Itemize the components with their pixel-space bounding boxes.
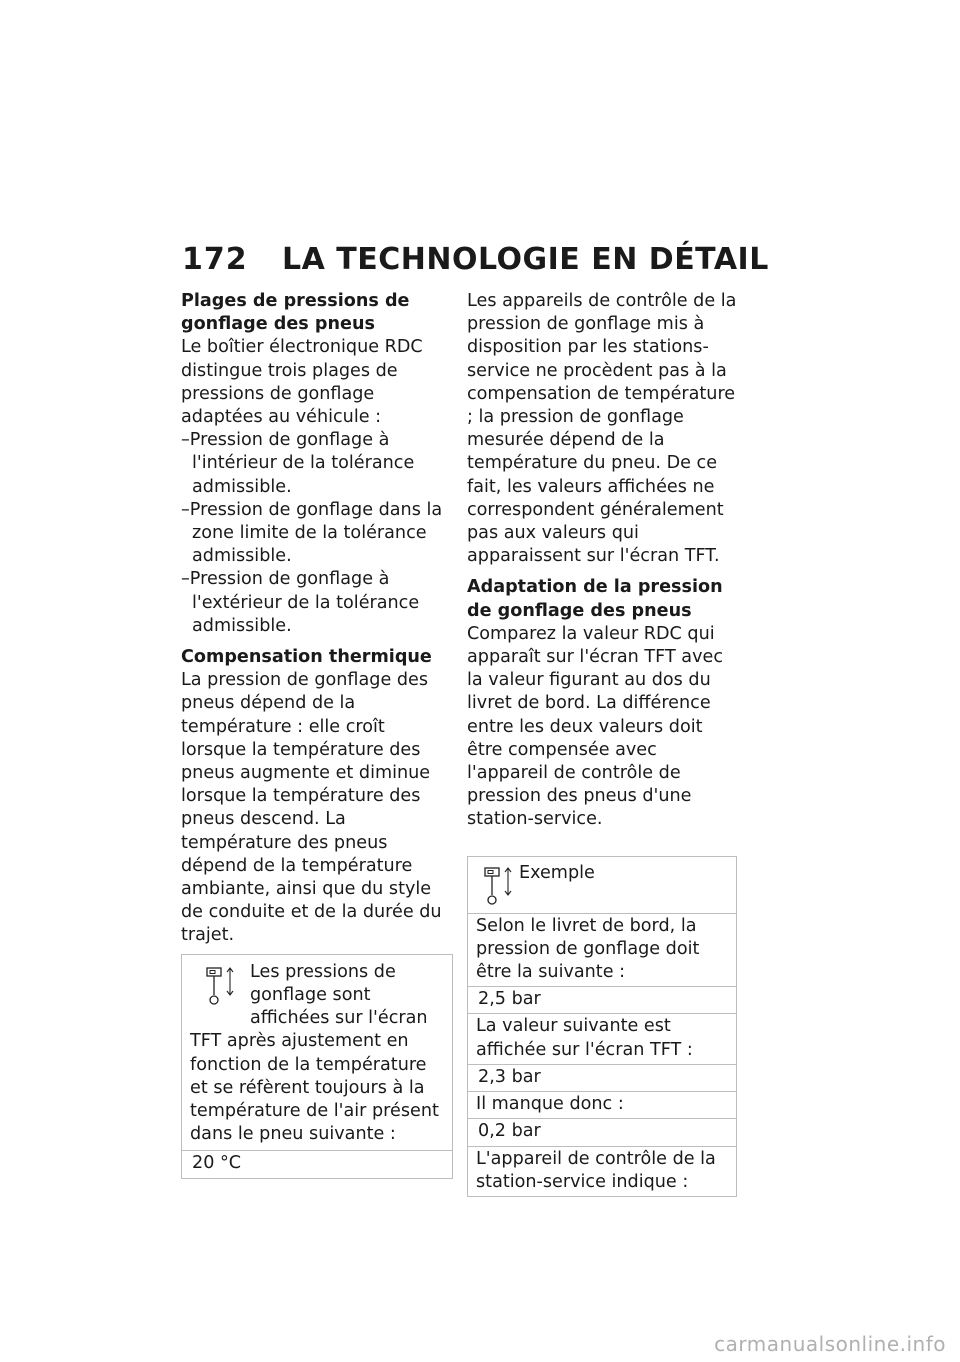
note-box — [181, 954, 453, 1179]
chapter-title: LA TECHNOLOGIE EN DÉTAIL — [282, 242, 769, 277]
example-label: Exemple — [519, 862, 595, 883]
pressure-range-list — [181, 429, 453, 638]
section-title-pressure-adjustment: Adaptation de la pression de gonflage des pneus — [467, 577, 723, 621]
section-title-pressure-ranges: Plages de pressions de gonflage des pneus — [181, 291, 410, 335]
example-row: Il manque donc : — [468, 1091, 736, 1118]
example-box — [467, 856, 737, 1197]
section-body-pressure-ranges: Le boîtier électronique RDC distingue trois plages de pressions de gonflage adaptées au véhicule : — [181, 337, 423, 428]
list-item: – Pression de gonflage à l'intérieur de la tolérance admissible. — [181, 429, 453, 499]
left-column — [181, 290, 453, 1179]
example-header — [468, 857, 736, 913]
intro-paragraph: Les appareils de contrôle de la pression de gonflage mis à disposition par les stations-service ne procèdent pas à la compensation de température ; la pression de gonflage mesurée dépend de la température du pneu. De ce fait, les valeurs affichées ne correspondent généralement pas aux valeurs qui apparaissent sur l'écran TFT. — [467, 291, 737, 567]
example-row: 2,3 bar — [468, 1064, 736, 1091]
note-box-text-cell — [182, 955, 452, 1151]
section-body-pressure-adjustment: Comparez la valeur RDC qui apparaît sur l'écran TFT avec la valeur figurant au dos du livret de bord. La différence entre les deux valeurs doit être compensée avec l'appareil de contrôle de pression des pneus d'une station-service. — [467, 623, 724, 830]
tire-pressure-gauge-icon — [204, 965, 244, 1009]
watermark: carmanualsonline.info — [714, 1332, 946, 1356]
example-row: Selon le livret de bord, la pression de gonflage doit être la suivante : — [468, 913, 736, 987]
right-column — [467, 290, 737, 1197]
note-box-value: 20 °C — [182, 1150, 452, 1177]
example-row: 0,2 bar — [468, 1118, 736, 1145]
section-body-thermal-compensation: La pression de gonflage des pneus dépend de la température : elle croît lorsque la température des pneus augmente et diminue lorsque la température des pneus descend. La température des pneus dépend de la température ambiante, ainsi que du style de conduite et de la durée du trajet. — [181, 670, 442, 946]
list-item: – Pression de gonflage à l'extérieur de la tolérance admissible. — [181, 568, 453, 638]
example-row: 2,5 bar — [468, 986, 736, 1013]
section-title-thermal-compensation: Compensation thermique — [181, 647, 432, 668]
page-number: 172 — [182, 242, 248, 277]
list-item: – Pression de gonflage dans la zone limite de la tolérance admissible. — [181, 499, 453, 569]
example-row: L'appareil de contrôle de la station-service indique : — [468, 1146, 736, 1196]
tire-pressure-gauge-icon — [482, 865, 522, 909]
example-row: La valeur suivante est affichée sur l'écran TFT : — [468, 1013, 736, 1063]
note-box-text: Les pressions de gonflage sont affichées sur l'écran TFT après ajustement en fonction de la température et se réfèrent toujours à la température de l'air présent dans le pneu suivante : — [190, 961, 439, 1145]
